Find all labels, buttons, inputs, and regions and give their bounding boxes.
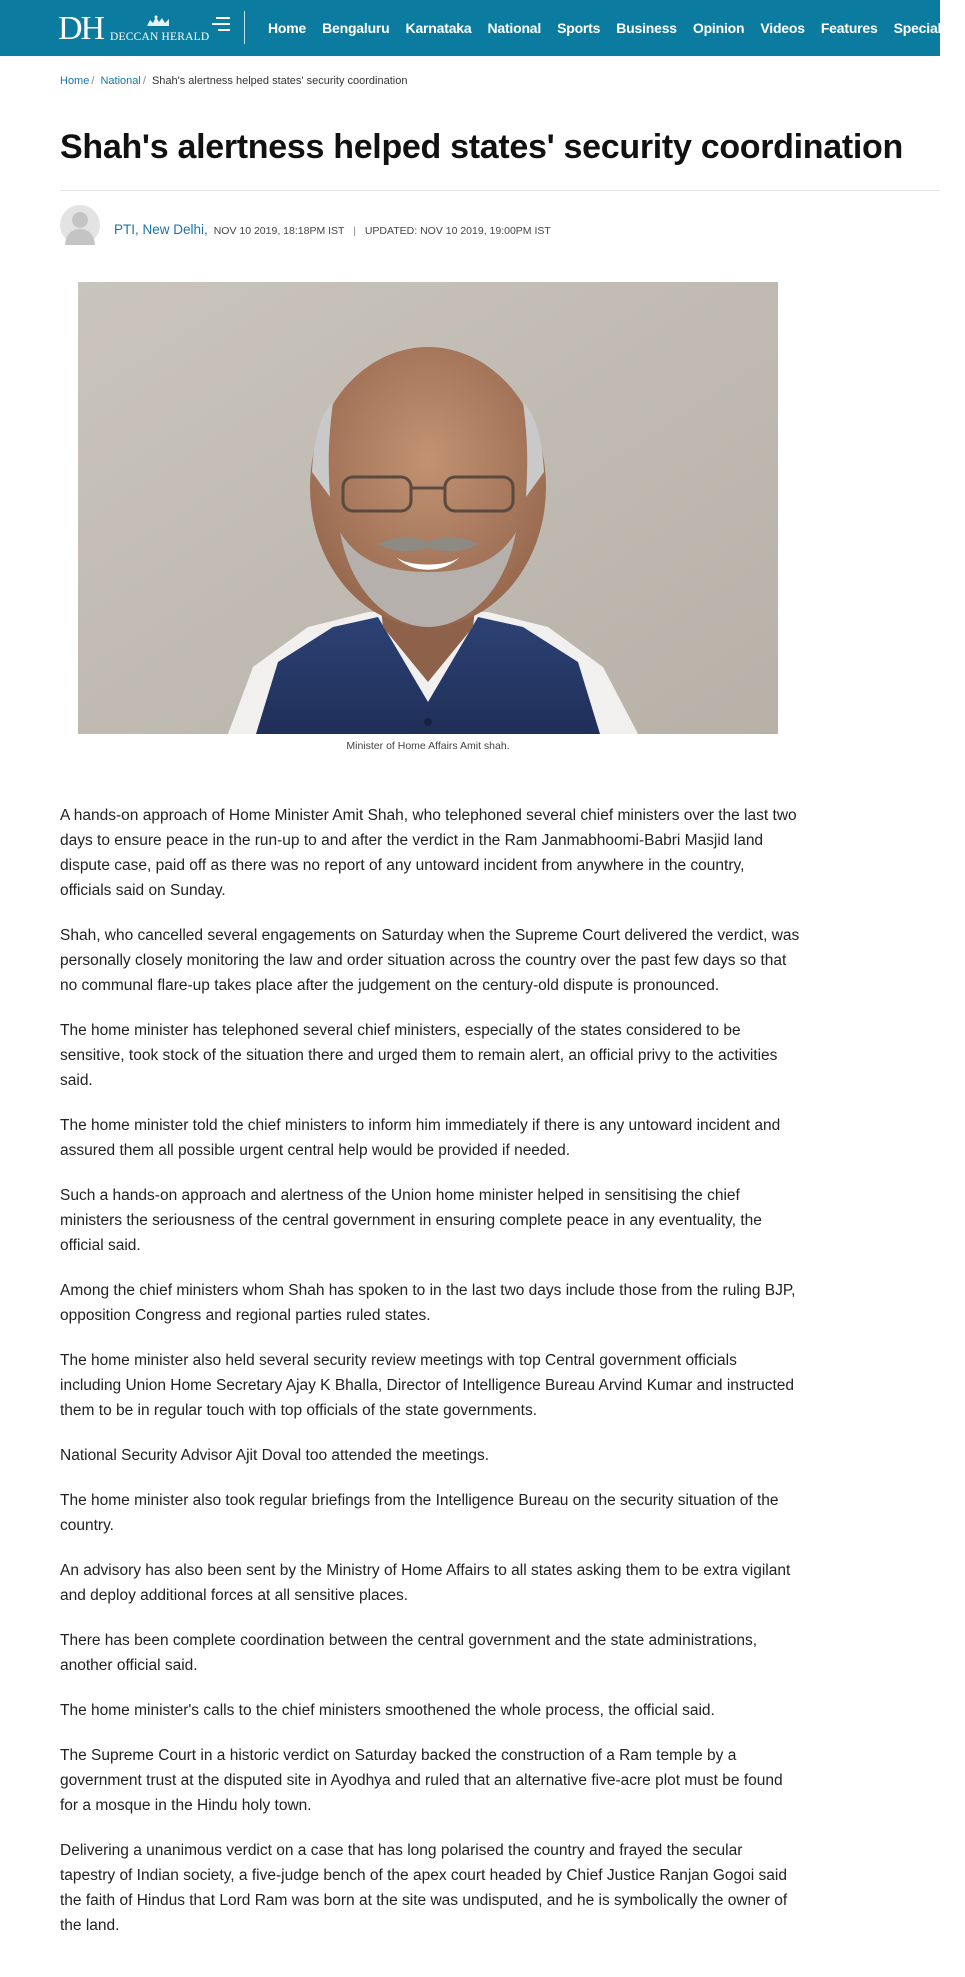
- byline-separator: |: [353, 225, 356, 237]
- article-paragraph: Shah, who cancelled several engagements on Saturday when the Supreme Court delivered the verdict, was personally closely monitoring the law and order situation across the country over the past few days so that no communal flare-up takes place after the judgement on the century-old dispute is pronounced.: [60, 927, 800, 994]
- article-photo: [78, 282, 778, 734]
- image-caption: Minister of Home Affairs Amit shah.: [346, 740, 510, 752]
- nav-item-features[interactable]: Features: [820, 20, 878, 36]
- article-paragraph: Delivering a unanimous verdict on a case that has long polarised the country and frayed the secular tapestry of Indian society, a five-judge bench of the apex court headed by Chief Justice Ranjan Gogoi said the faith of Hindus that Lord Ram was born at the site was undisputed, and he is symbolically the owner of the land.: [60, 1842, 788, 1934]
- article-paragraph: The Supreme Court in a historic verdict on Saturday backed the construction of a Ram temple by a government trust at the disputed site in Ayodhya and ruled that an alternative five-acre plot must be found for a mosque in the Hindu holy town.: [60, 1747, 783, 1814]
- nav-item-national[interactable]: National: [487, 20, 542, 36]
- nav-item-karnataka[interactable]: Karnataka: [405, 20, 472, 36]
- nav-item-videos[interactable]: Videos: [760, 20, 805, 36]
- nav-item-opinion[interactable]: Opinion: [692, 20, 745, 36]
- nav-item-bengaluru[interactable]: Bengaluru: [322, 20, 390, 36]
- article-paragraph: The home minister also held several security review meetings with top Central government officials including Union Home Secretary Ajay K Bhalla, Director of Intelligence Bureau Arvind Kumar and instructed them to be in regular touch with top officials of the state governments.: [60, 1352, 795, 1419]
- nav-item-sports[interactable]: Sports: [557, 20, 601, 36]
- article-paragraph: The home minister's calls to the chief ministers smoothened the whole process, the official said.: [60, 1702, 715, 1719]
- site-header: [0, 0, 949, 56]
- title-divider: [60, 190, 940, 191]
- published-date: NOV 10 2019, 18:18PM IST: [213, 225, 345, 237]
- article-paragraph: There has been complete coordination between the central government and the state administrations, another official said.: [60, 1632, 758, 1674]
- page-title: Shah's alertness helped states' security coordination: [60, 128, 903, 166]
- updated-date: UPDATED: NOV 10 2019, 19:00PM IST: [364, 225, 551, 237]
- portrait-image: [78, 282, 778, 734]
- main-nav: [268, 0, 965, 56]
- nav-item-specials[interactable]: Specials: [893, 20, 949, 36]
- author-avatar: [60, 205, 100, 245]
- hamburger-menu-icon[interactable]: [212, 15, 230, 35]
- breadcrumb-home[interactable]: Home: [60, 75, 90, 87]
- article-paragraph: The home minister told the chief ministers to inform him immediately if there is any untoward incident and assured them all possible urgent central help would be provided if needed.: [60, 1117, 781, 1159]
- breadcrumb: [60, 75, 407, 87]
- article-paragraph: The home minister also took regular briefings from the Intelligence Bureau on the security situation of the country.: [60, 1492, 779, 1534]
- article-paragraph: National Security Advisor Ajit Doval too attended the meetings.: [60, 1447, 490, 1464]
- logo-emblem-icon: [145, 14, 171, 28]
- nav-item-home[interactable]: Home: [268, 20, 307, 36]
- article-paragraph: A hands-on approach of Home Minister Amit Shah, who telephoned several chief ministers over the last two days to ensure peace in the run-up to and after the verdict in the Ram Janmabhoomi-Babri Masjid land dispute case, paid off as there was no report of any untoward incident from anywhere in the country, officials said on Sunday.: [60, 807, 797, 899]
- breadcrumb-separator: /: [142, 75, 146, 87]
- nav-item-business[interactable]: Business: [616, 20, 677, 36]
- logo-name: DECCAN HERALD: [110, 31, 210, 43]
- breadcrumb-current: Shah's alertness helped states' security coordination: [151, 75, 408, 87]
- breadcrumb-national[interactable]: National: [100, 75, 141, 87]
- article-body: [60, 803, 800, 1958]
- article-paragraph: An advisory has also been sent by the Ministry of Home Affairs to all states asking them to be extra vigilant and deploy additional forces at all sensitive places.: [60, 1562, 791, 1604]
- author-link[interactable]: PTI, New Delhi,: [114, 222, 208, 237]
- article-paragraph: The home minister has telephoned several chief ministers, especially of the states considered to be sensitive, took stock of the situation there and urged them to remain alert, an official privy to the activities said.: [60, 1022, 778, 1089]
- logo-initials: DH: [58, 10, 104, 47]
- article-byline: [114, 222, 551, 237]
- article-paragraph: Such a hands-on approach and alertness of the Union home minister helped in sensitising the chief ministers the seriousness of the central government in ensuring complete peace in any eventuality, the official said.: [60, 1187, 762, 1254]
- nav-divider: [244, 11, 245, 44]
- user-silhouette-icon: [60, 205, 100, 245]
- breadcrumb-separator: /: [91, 75, 95, 87]
- article-paragraph: Among the chief ministers whom Shah has spoken to in the last two days include those from the ruling BJP, opposition Congress and regional parties ruled states.: [60, 1282, 796, 1324]
